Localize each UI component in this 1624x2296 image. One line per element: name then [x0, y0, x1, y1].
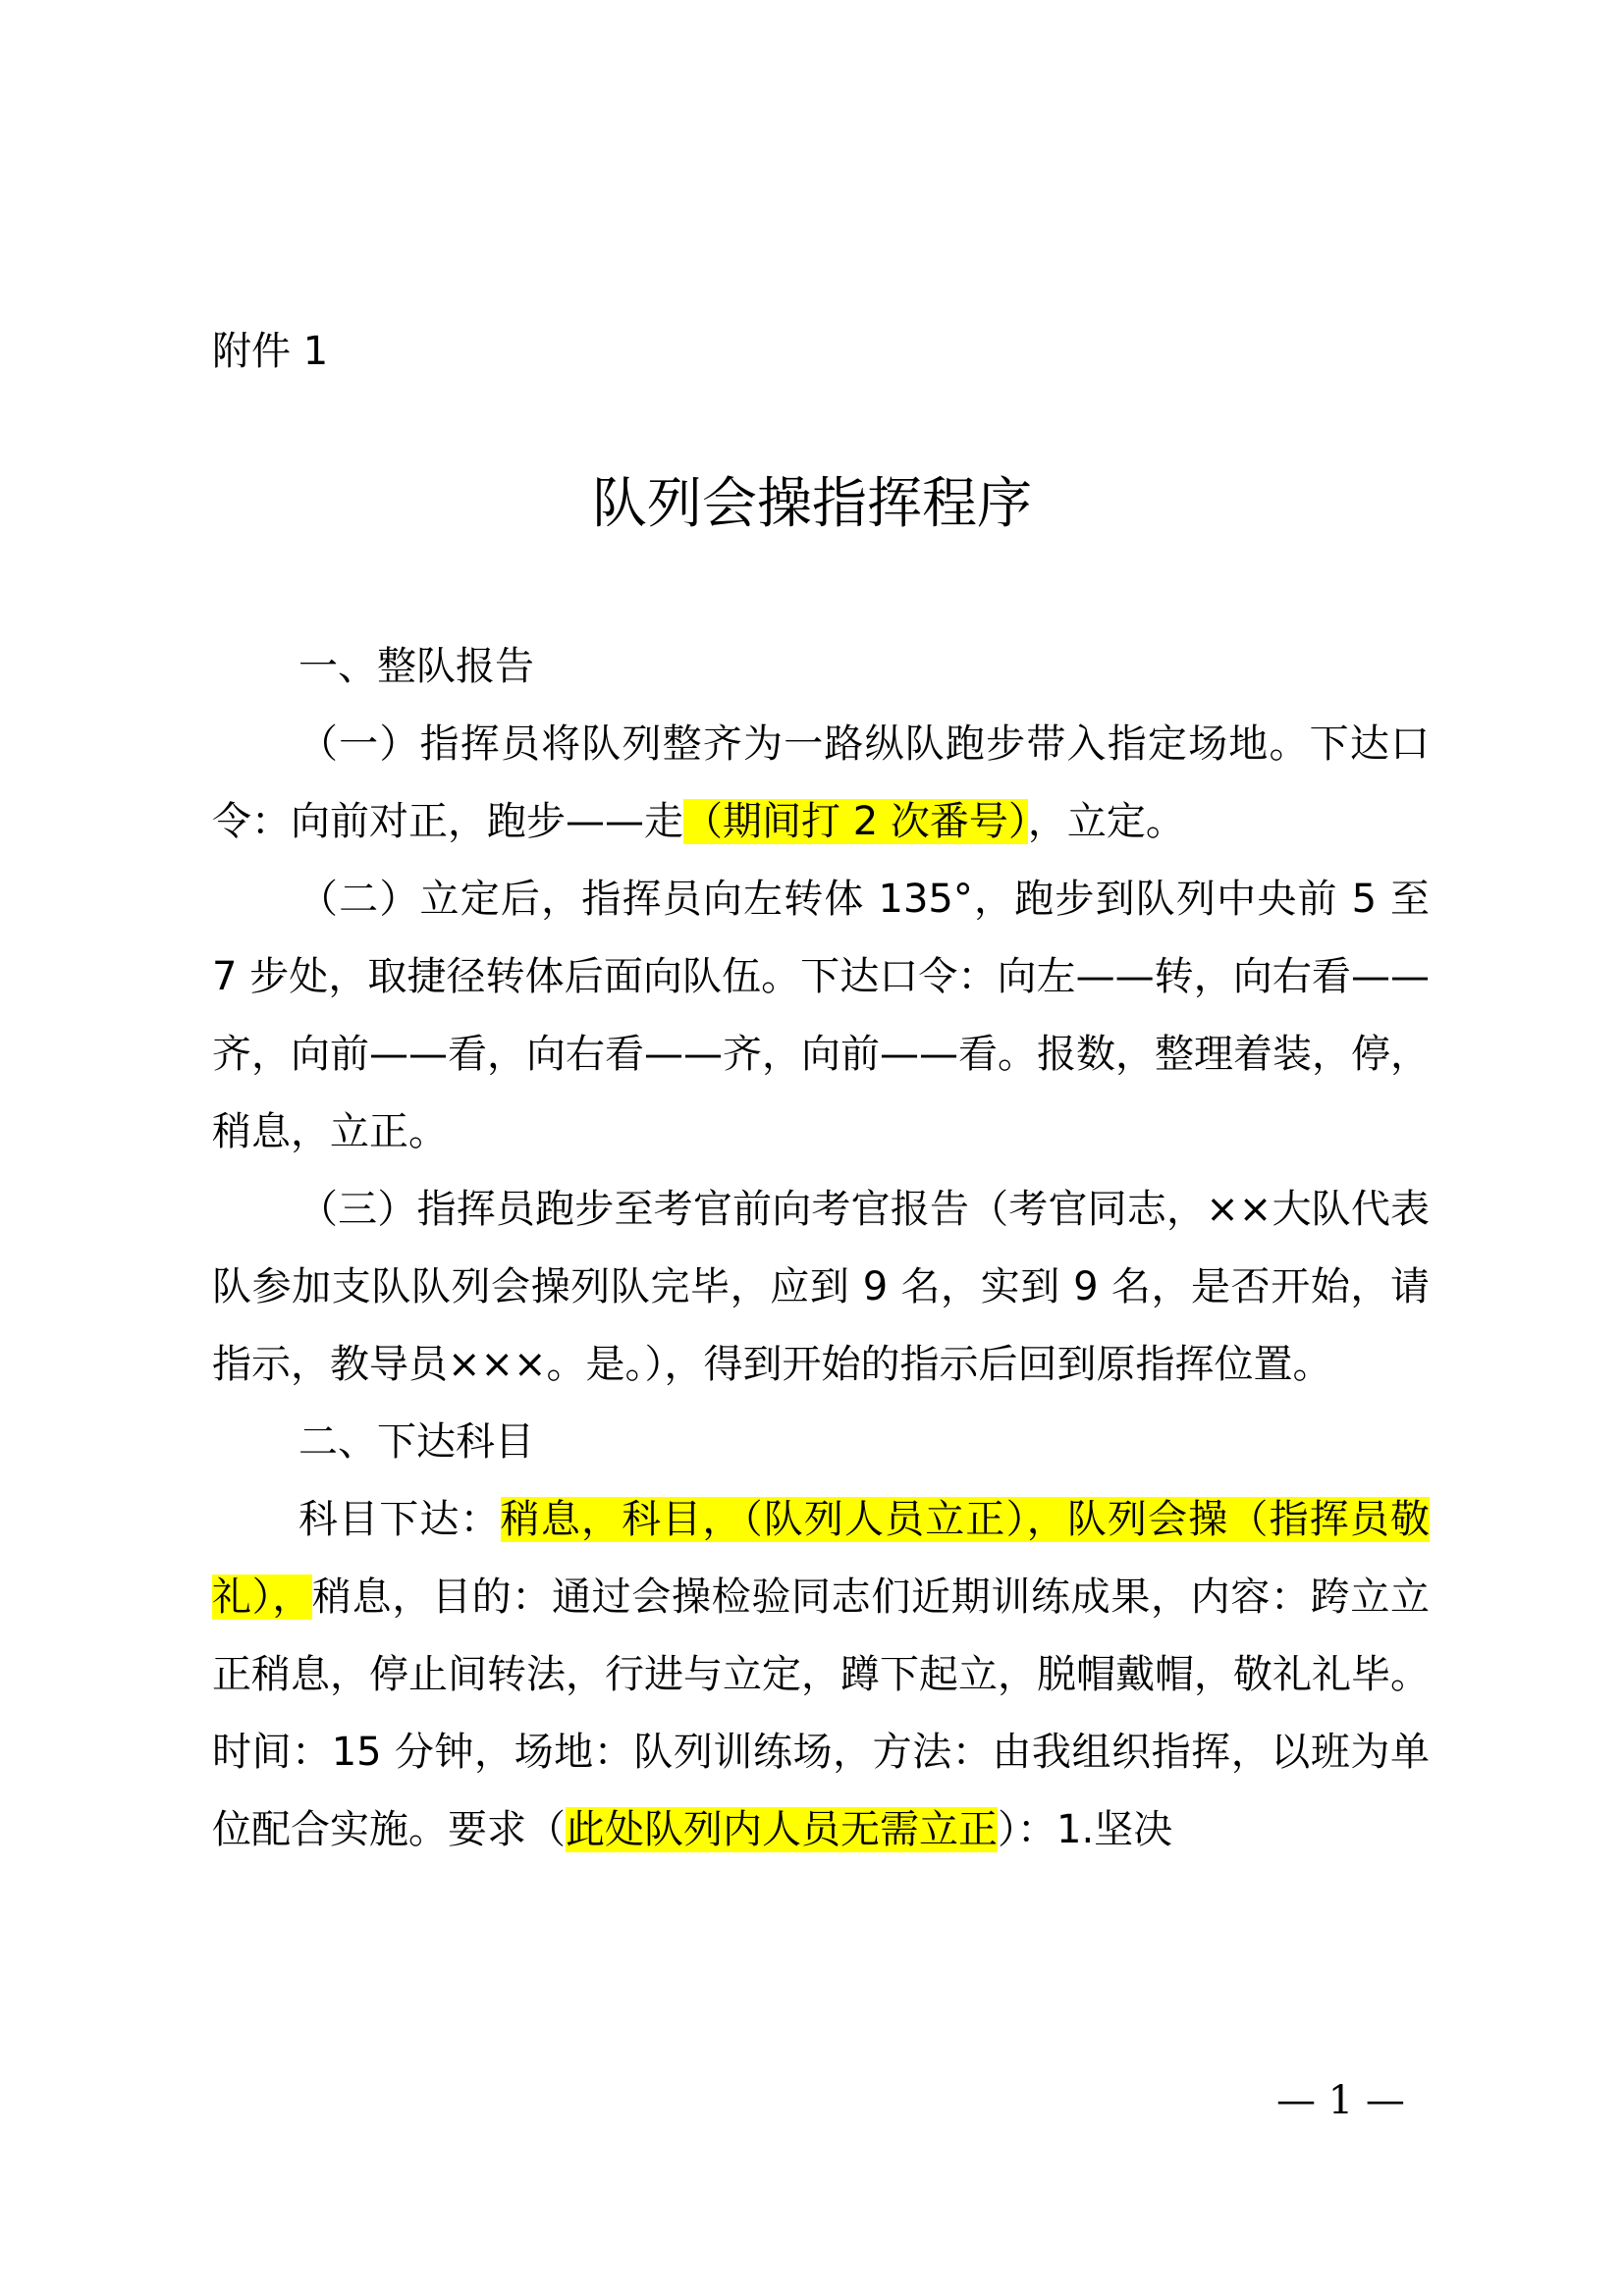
- section-heading-2: [212, 1404, 1430, 1481]
- section-heading-1: [212, 628, 1430, 706]
- paragraph-3: [212, 1171, 1430, 1404]
- paragraph-2: [212, 861, 1430, 1171]
- section-heading-2-text: 二、下达科目: [298, 1419, 534, 1465]
- paragraph-4: [212, 1481, 1430, 1869]
- document-body: [212, 628, 1430, 1869]
- attachment-label: 附件 1: [212, 329, 329, 374]
- section-heading-1-text: 一、整队报告: [298, 644, 534, 689]
- paragraph-4-highlight-2: 此处队列内人员无需立正: [566, 1807, 998, 1852]
- paragraph-1-text-b: ，立定。: [1027, 799, 1185, 844]
- paragraph-1: [212, 706, 1430, 861]
- paragraph-2-text: （二）立定后，指挥员向左转体 135°，跑步到队列中央前 5 至 7 步处，取捷径转体后面向队伍。下达口令：向左——转，向右看——齐，向前——看，向右看——齐，向前——看。报数，整理着装，停，稍息，立正。: [212, 877, 1430, 1154]
- paragraph-4-text-a: 科目下达：: [298, 1497, 501, 1542]
- page-number: — 1 —: [1276, 2078, 1405, 2123]
- paragraph-4-text-b: 稍息，目的：通过会操检验同志们近期训练成果，内容：跨立立正稍息，停止间转法，行进与立定，蹲下起立，脱帽戴帽，敬礼礼毕。时间：15 分钟，场地：队列训练场，方法：由我组织指挥，以班为单位配合实施。要求（: [212, 1575, 1430, 1852]
- document-title: 队列会操指挥程序: [592, 472, 1032, 536]
- paragraph-1-text-a: （一）指挥员将队列整齐为一路纵队跑步带入指定场地。下达口令：向前对正，跑步——走: [212, 721, 1430, 844]
- paragraph-4-highlight-1: 稍息，科目，（队列人员立正），队列会操（指挥员敬礼），: [212, 1497, 1431, 1620]
- paragraph-3-text: （三）指挥员跑步至考官前向考官报告（考官同志，××大队代表队参加支队队列会操列队完毕，应到 9 名，实到 9 名，是否开始，请指示，教导员×××。是。），得到开始的指示后回到原指挥位置。: [212, 1187, 1430, 1387]
- paragraph-4-text-c: ）：1.坚决: [998, 1807, 1173, 1852]
- paragraph-1-highlight: （期间打 2 次番号）: [683, 799, 1028, 844]
